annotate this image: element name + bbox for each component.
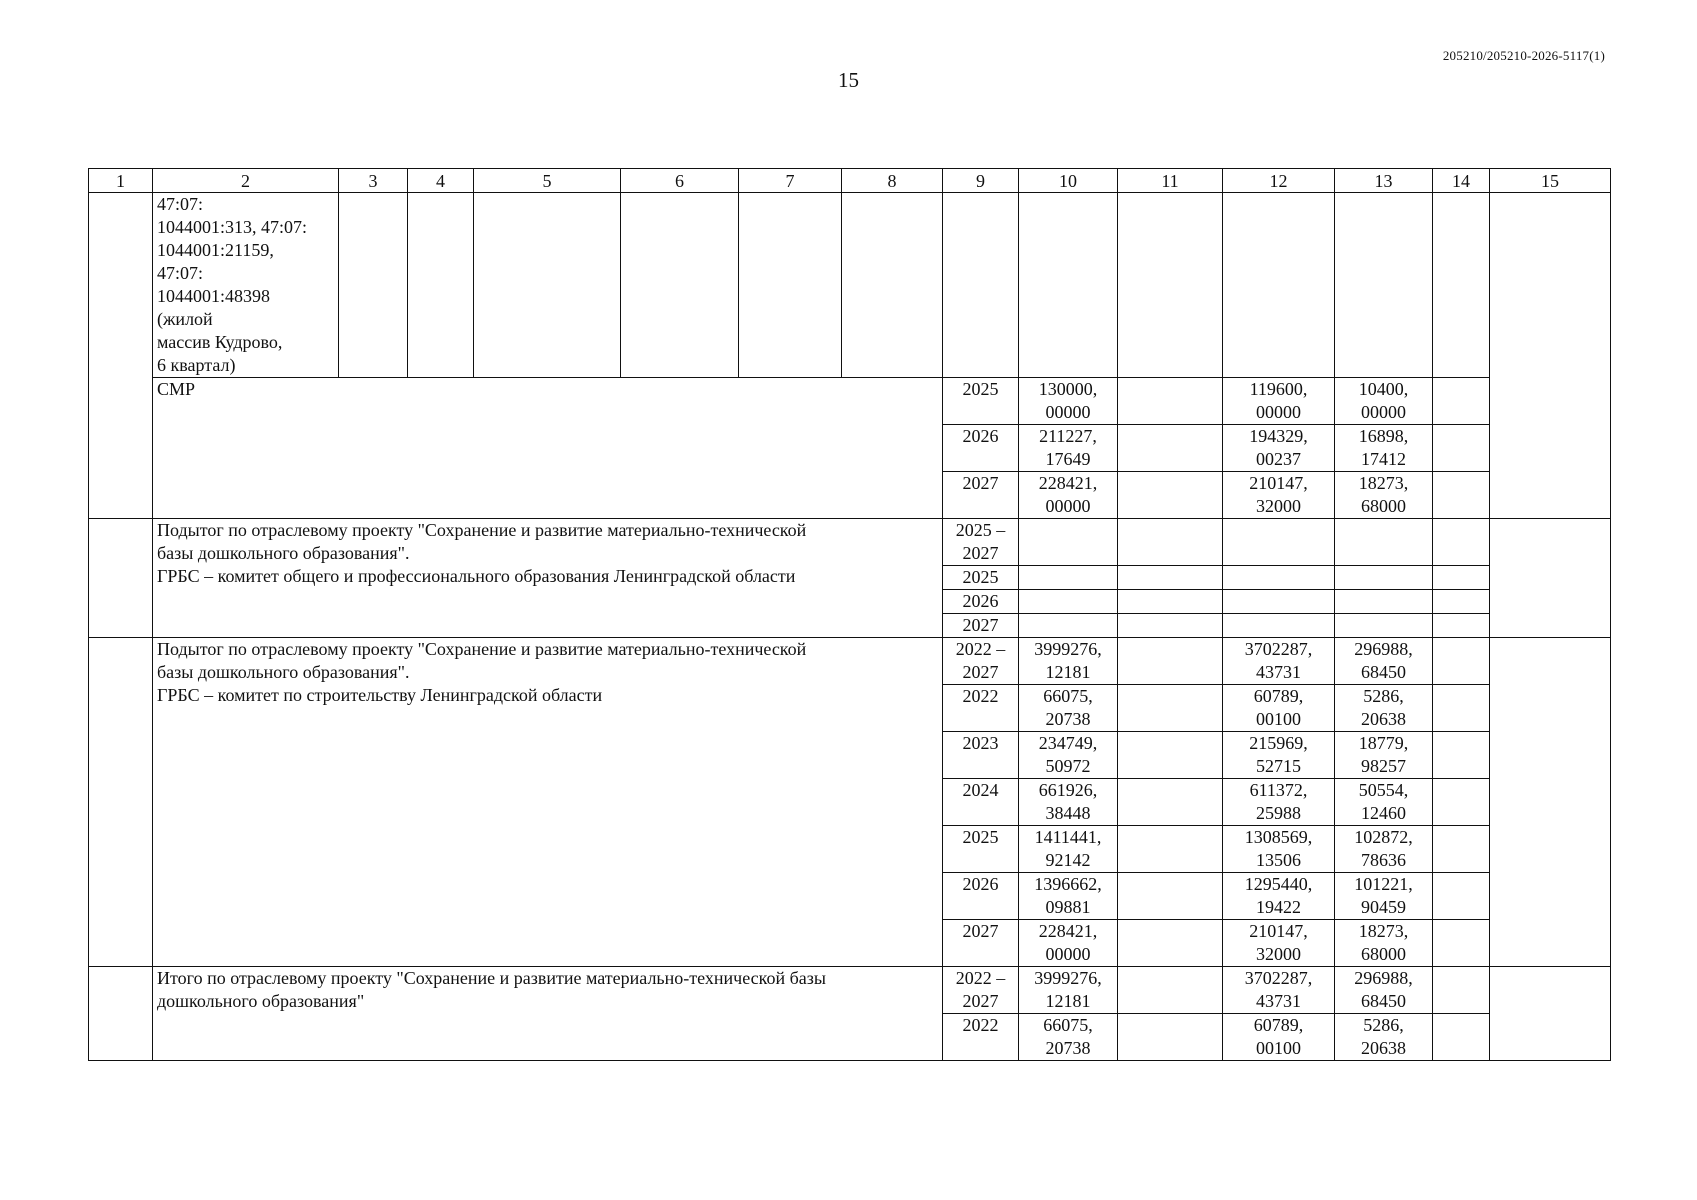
value-line: 90459: [1361, 897, 1406, 917]
value-cell-col14: [1433, 826, 1490, 873]
label-line: Подытог по отраслевому проекту "Сохранение и развитие материально-технической: [157, 639, 807, 659]
value-line: 68000: [1361, 496, 1406, 516]
subtotal-education-row: [89, 519, 1611, 566]
document-id: 205210/205210-2026-5117(1): [1442, 48, 1605, 63]
column-number: 3: [339, 169, 408, 193]
value-line: 1295440,: [1244, 874, 1313, 894]
value-cell-col11: [1118, 425, 1223, 472]
empty-cell: [1490, 638, 1611, 967]
value-cell-col14: [1433, 873, 1490, 920]
column-number: 4: [408, 169, 474, 193]
object-description-cell: [153, 193, 339, 378]
value-line: 50554,: [1358, 780, 1409, 800]
value-cell-col14: [1433, 519, 1490, 566]
value-cell-col11: [1118, 967, 1223, 1014]
value-cell-col13: [1335, 472, 1433, 519]
empty-cell: [339, 193, 408, 378]
year-cell: 2023: [943, 732, 1019, 779]
value-line: 215969,: [1249, 733, 1308, 753]
empty-cell: [474, 193, 621, 378]
value-line: 00000: [1045, 944, 1091, 964]
column-number: 10: [1019, 169, 1118, 193]
value-line: 5286,: [1363, 1015, 1404, 1035]
value-line: 92142: [1045, 850, 1091, 870]
year-cell: 2026: [943, 590, 1019, 614]
year-cell: [943, 638, 1019, 685]
value-cell-col10: [1019, 519, 1118, 566]
value-line: 3702287,: [1244, 639, 1313, 659]
year-cell: [943, 519, 1019, 566]
value-cell-col11: [1118, 519, 1223, 566]
value-cell-col14: [1433, 590, 1490, 614]
empty-cell: [1490, 193, 1611, 519]
column-number: 9: [943, 169, 1019, 193]
label-line: базы дошкольного образования".: [157, 662, 410, 682]
label-line: ГРБС – комитет общего и профессионального образования Ленинградской области: [157, 566, 796, 586]
value-cell-col12: [1223, 566, 1335, 590]
empty-cell: [943, 193, 1019, 378]
value-cell-col10: [1019, 566, 1118, 590]
value-cell-col13: [1335, 920, 1433, 967]
value-cell-col13: [1335, 826, 1433, 873]
value-cell-col12: [1223, 519, 1335, 566]
label-line: Итого по отраслевому проекту "Сохранение и развитие материально-технической базы: [157, 968, 826, 988]
value-cell-col10: [1019, 920, 1118, 967]
empty-cell: [739, 193, 842, 378]
value-cell-col12: [1223, 685, 1335, 732]
value-line: 00237: [1256, 449, 1301, 469]
total-label: [153, 967, 943, 1061]
value-cell-col13: [1335, 779, 1433, 826]
column-number: 2: [153, 169, 339, 193]
value-cell-col14: [1433, 638, 1490, 685]
value-cell-col10: [1019, 1014, 1118, 1061]
value-line: 3999276,: [1034, 968, 1102, 988]
label-line: дошкольного образования": [157, 991, 365, 1011]
value-cell-col11: [1118, 779, 1223, 826]
object-line: массив Кудрово,: [157, 332, 283, 352]
label-line: ГРБС – комитет по строительству Ленинградской области: [157, 685, 603, 705]
empty-cell: [1490, 967, 1611, 1061]
value-cell-col14: [1433, 920, 1490, 967]
year-cell: [943, 967, 1019, 1014]
value-cell-col10: [1019, 638, 1118, 685]
value-line: 234749,: [1038, 733, 1098, 753]
value-line: 10400,: [1358, 379, 1409, 399]
value-line: 20738: [1045, 709, 1091, 729]
value-line: 68000: [1361, 944, 1406, 964]
object-line: 1044001:21159,: [157, 240, 274, 260]
empty-cell: [408, 193, 474, 378]
value-cell-col13: [1335, 732, 1433, 779]
value-line: 66075,: [1043, 686, 1093, 706]
value-line: 1396662,: [1034, 874, 1102, 894]
value-cell-col14: [1433, 967, 1490, 1014]
smr-row: [89, 378, 1611, 425]
value-cell-col11: [1118, 590, 1223, 614]
object-line: 1044001:48398: [157, 286, 271, 306]
value-cell-col11: [1118, 920, 1223, 967]
value-cell-col10: [1019, 378, 1118, 425]
value-line: 18273,: [1358, 473, 1409, 493]
value-cell-col10: [1019, 873, 1118, 920]
value-line: 211227,: [1039, 426, 1097, 446]
value-line: 611372,: [1249, 780, 1308, 800]
row-number-cell: [89, 967, 153, 1061]
column-number-row: [89, 169, 1611, 193]
value-line: 13506: [1256, 850, 1301, 870]
object-row: [89, 193, 1611, 378]
value-cell-col13: [1335, 638, 1433, 685]
value-line: 32000: [1256, 496, 1301, 516]
object-line: 6 квартал): [157, 355, 236, 375]
value-cell-col11: [1118, 566, 1223, 590]
year-cell: 2027: [943, 472, 1019, 519]
empty-cell: [842, 193, 943, 378]
label-line: базы дошкольного образования".: [157, 543, 410, 563]
value-line: 00000: [1045, 402, 1091, 422]
value-cell-col14: [1433, 614, 1490, 638]
value-line: 101221,: [1354, 874, 1413, 894]
year-cell: 2022: [943, 1014, 1019, 1061]
empty-cell: [1490, 519, 1611, 638]
column-number: 7: [739, 169, 842, 193]
value-cell-col14: [1433, 779, 1490, 826]
empty-cell: [1223, 193, 1335, 378]
value-cell-col11: [1118, 638, 1223, 685]
value-line: 00000: [1045, 496, 1091, 516]
year-line: 2025 –: [955, 520, 1006, 540]
empty-cell: [621, 193, 739, 378]
year-cell: 2026: [943, 425, 1019, 472]
value-cell-col12: [1223, 638, 1335, 685]
empty-cell: [1019, 193, 1118, 378]
year-line: 2022 –: [955, 968, 1006, 988]
value-line: 60789,: [1253, 686, 1304, 706]
object-line: 1044001:313, 47:07:: [157, 217, 308, 237]
value-cell-col10: [1019, 614, 1118, 638]
value-cell-col10: [1019, 779, 1118, 826]
year-cell: 2027: [943, 614, 1019, 638]
value-cell-col13: [1335, 378, 1433, 425]
value-cell-col12: [1223, 779, 1335, 826]
value-cell-col13: [1335, 614, 1433, 638]
value-line: 5286,: [1363, 686, 1404, 706]
value-line: 32000: [1256, 944, 1301, 964]
value-cell-col12: [1223, 732, 1335, 779]
empty-cell: [1335, 193, 1433, 378]
smr-label: СМР: [153, 378, 943, 519]
value-cell-col13: [1335, 590, 1433, 614]
value-line: 00100: [1256, 709, 1301, 729]
value-cell-col13: [1335, 566, 1433, 590]
row-number-cell: [89, 519, 153, 638]
value-line: 228421,: [1038, 921, 1098, 941]
value-cell-col14: [1433, 472, 1490, 519]
value-cell-col12: [1223, 472, 1335, 519]
value-line: 1411441,: [1034, 827, 1102, 847]
value-line: 1308569,: [1244, 827, 1313, 847]
total-row: [89, 967, 1611, 1014]
value-cell-col12: [1223, 920, 1335, 967]
value-cell-col11: [1118, 614, 1223, 638]
empty-cell: [1433, 193, 1490, 378]
object-line: (жилой: [157, 309, 213, 329]
value-cell-col11: [1118, 873, 1223, 920]
value-line: 20638: [1361, 1038, 1406, 1058]
value-cell-col13: [1335, 1014, 1433, 1061]
value-line: 119600,: [1249, 379, 1308, 399]
value-line: 296988,: [1354, 968, 1413, 988]
value-cell-col10: [1019, 590, 1118, 614]
value-line: 50972: [1045, 756, 1091, 776]
value-line: 661926,: [1038, 780, 1098, 800]
value-line: 17412: [1361, 449, 1406, 469]
value-cell-col14: [1433, 378, 1490, 425]
value-line: 38448: [1045, 803, 1091, 823]
row-number-cell: [89, 193, 153, 519]
value-line: 210147,: [1249, 921, 1308, 941]
value-cell-col13: [1335, 519, 1433, 566]
value-line: 194329,: [1249, 426, 1308, 446]
value-cell-col10: [1019, 826, 1118, 873]
year-cell: 2027: [943, 920, 1019, 967]
value-cell-col10: [1019, 425, 1118, 472]
value-line: 00100: [1256, 1038, 1301, 1058]
year-cell: 2025: [943, 826, 1019, 873]
value-cell-col11: [1118, 378, 1223, 425]
column-number: 15: [1490, 169, 1611, 193]
column-number: 12: [1223, 169, 1335, 193]
column-number: 1: [89, 169, 153, 193]
value-line: 18273,: [1358, 921, 1409, 941]
value-line: 228421,: [1038, 473, 1098, 493]
value-line: 296988,: [1354, 639, 1413, 659]
value-line: 12181: [1045, 662, 1091, 682]
subtotal-education-label: [153, 519, 943, 638]
value-cell-col10: [1019, 685, 1118, 732]
value-cell-col10: [1019, 732, 1118, 779]
value-line: 3702287,: [1244, 968, 1313, 988]
column-number: 13: [1335, 169, 1433, 193]
value-cell-col13: [1335, 967, 1433, 1014]
value-cell-col12: [1223, 1014, 1335, 1061]
subtotal-construction-label: [153, 638, 943, 967]
value-cell-col12: [1223, 826, 1335, 873]
value-cell-col12: [1223, 614, 1335, 638]
year-cell: 2022: [943, 685, 1019, 732]
value-line: 00000: [1256, 402, 1301, 422]
value-cell-col11: [1118, 685, 1223, 732]
value-line: 43731: [1256, 991, 1301, 1011]
column-number: 14: [1433, 169, 1490, 193]
subtotal-construction-row: [89, 638, 1611, 685]
empty-cell: [1118, 193, 1223, 378]
value-cell-col14: [1433, 685, 1490, 732]
value-line: 20738: [1045, 1038, 1091, 1058]
value-line: 130000,: [1038, 379, 1098, 399]
value-cell-col11: [1118, 826, 1223, 873]
value-line: 78636: [1361, 850, 1406, 870]
value-cell-col10: [1019, 472, 1118, 519]
value-line: 60789,: [1253, 1015, 1304, 1035]
value-line: 16898,: [1358, 426, 1409, 446]
year-line: 2027: [962, 543, 999, 563]
value-line: 12460: [1361, 803, 1406, 823]
value-line: 00000: [1361, 402, 1406, 422]
value-line: 18779,: [1358, 733, 1409, 753]
row-number-cell: [89, 638, 153, 967]
column-number: 5: [474, 169, 621, 193]
value-line: 25988: [1256, 803, 1301, 823]
value-line: 19422: [1256, 897, 1301, 917]
year-line: 2027: [962, 662, 999, 682]
value-cell-col11: [1118, 732, 1223, 779]
value-cell-col13: [1335, 873, 1433, 920]
value-cell-col11: [1118, 1014, 1223, 1061]
value-cell-col12: [1223, 967, 1335, 1014]
value-cell-col14: [1433, 732, 1490, 779]
column-number: 8: [842, 169, 943, 193]
column-number: 11: [1118, 169, 1223, 193]
value-line: 68450: [1361, 662, 1406, 682]
value-cell-col13: [1335, 685, 1433, 732]
value-cell-col11: [1118, 472, 1223, 519]
value-cell-col12: [1223, 590, 1335, 614]
year-cell: 2026: [943, 873, 1019, 920]
budget-table: [88, 168, 1611, 1061]
value-cell-col14: [1433, 566, 1490, 590]
value-cell-col10: [1019, 967, 1118, 1014]
value-line: 66075,: [1043, 1015, 1093, 1035]
value-line: 12181: [1045, 991, 1091, 1011]
year-cell: 2024: [943, 779, 1019, 826]
column-number: 6: [621, 169, 739, 193]
value-line: 68450: [1361, 991, 1406, 1011]
object-line: 47:07:: [157, 263, 204, 283]
value-line: 98257: [1361, 756, 1406, 776]
value-line: 20638: [1361, 709, 1406, 729]
value-cell-col14: [1433, 425, 1490, 472]
year-line: 2022 –: [955, 639, 1006, 659]
year-cell: 2025: [943, 566, 1019, 590]
value-cell-col12: [1223, 378, 1335, 425]
value-line: 210147,: [1249, 473, 1308, 493]
object-line: 47:07:: [157, 194, 204, 214]
value-cell-col12: [1223, 873, 1335, 920]
value-cell-col12: [1223, 425, 1335, 472]
year-line: 2027: [962, 991, 999, 1011]
value-line: 17649: [1045, 449, 1091, 469]
label-line: Подытог по отраслевому проекту "Сохранение и развитие материально-технической: [157, 520, 807, 540]
value-line: 102872,: [1354, 827, 1413, 847]
year-cell: 2025: [943, 378, 1019, 425]
value-line: 43731: [1256, 662, 1301, 682]
value-cell-col14: [1433, 1014, 1490, 1061]
page-number: 15: [838, 68, 859, 92]
value-line: 09881: [1045, 897, 1091, 917]
value-cell-col13: [1335, 425, 1433, 472]
value-line: 3999276,: [1034, 639, 1102, 659]
value-line: 52715: [1256, 756, 1301, 776]
